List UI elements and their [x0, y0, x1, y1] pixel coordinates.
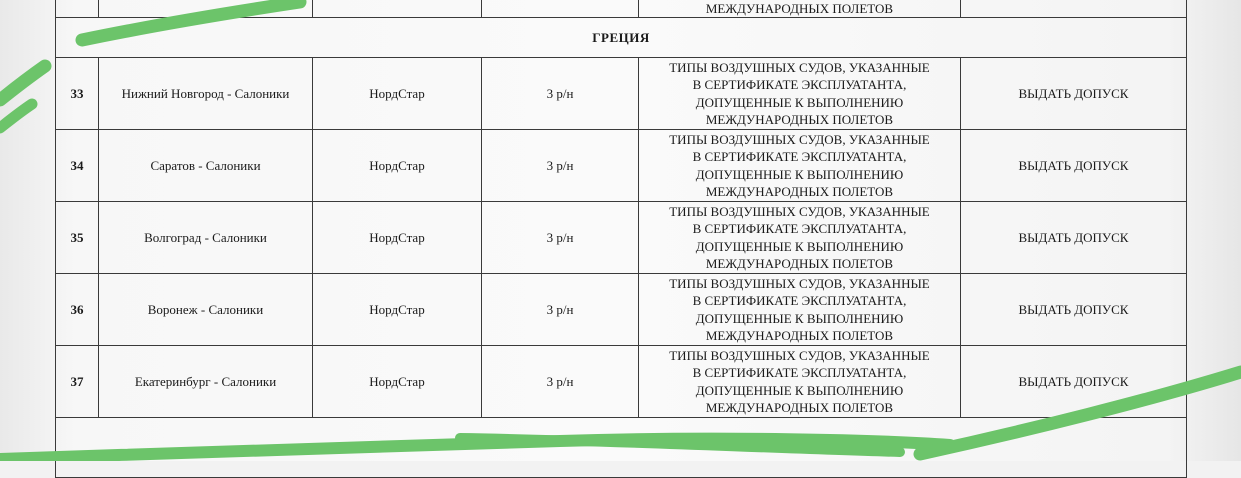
route-cell: Воронеж - Салоники	[99, 274, 313, 346]
frequency-cell: 3 р/н	[482, 58, 639, 130]
carrier-cell: НордСтар	[313, 58, 482, 130]
aircraft-types-cell	[639, 58, 961, 130]
route-cell: Нижний Новгород - Салоники	[99, 58, 313, 130]
empty-cell	[56, 418, 1187, 478]
row-number: 36	[56, 274, 99, 346]
row-number: 33	[56, 58, 99, 130]
table-row	[56, 58, 1187, 130]
aircraft-types-line: МЕЖДУНАРОДНЫХ ПОЛЕТОВ	[705, 400, 894, 415]
aircraft-types-line: МЕЖДУНАРОДНЫХ ПОЛЕТОВ	[705, 256, 894, 271]
carrier-cell: НордСтар	[313, 346, 482, 418]
aircraft-types-line: В СЕРТИФИКАТЕ ЭКСПЛУАТАНТА,	[692, 149, 907, 164]
aircraft-types-line: ТИПЫ ВОЗДУШНЫХ СУДОВ, УКАЗАННЫЕ	[669, 203, 930, 219]
table-row-empty-bottom	[56, 418, 1187, 478]
frequency-cell: 3 р/н	[482, 202, 639, 274]
aircraft-types-line: МЕЖДУНАРОДНЫХ ПОЛЕТОВ	[705, 184, 894, 199]
aircraft-types-cell	[639, 0, 961, 18]
route-cell	[99, 0, 313, 18]
aircraft-types-line: ТИПЫ ВОЗДУШНЫХ СУДОВ, УКАЗАННЫЕ	[669, 59, 930, 75]
table-row	[56, 346, 1187, 418]
carrier-cell: НордСтар	[313, 130, 482, 202]
aircraft-types-line: ДОПУЩЕННЫЕ К ВЫПОЛНЕНИЮ	[695, 166, 904, 182]
aircraft-types-line: В СЕРТИФИКАТЕ ЭКСПЛУАТАНТА,	[692, 221, 907, 236]
row-number: 37	[56, 346, 99, 418]
section-title: ГРЕЦИЯ	[56, 18, 1187, 58]
row-number: 34	[56, 130, 99, 202]
aircraft-types-line: В СЕРТИФИКАТЕ ЭКСПЛУАТАНТА,	[692, 365, 907, 380]
decision-cell	[961, 0, 1187, 18]
aircraft-types-line: ДОПУЩЕННЫЕ К ВЫПОЛНЕНИЮ	[695, 94, 904, 110]
carrier-cell: НордСтар	[313, 274, 482, 346]
route-cell: Волгоград - Салоники	[99, 202, 313, 274]
table-row	[56, 130, 1187, 202]
highlighter-stroke-left	[0, 66, 45, 100]
aircraft-types-line: ТИПЫ ВОЗДУШНЫХ СУДОВ, УКАЗАННЫЕ	[669, 347, 930, 363]
flights-table	[55, 0, 1187, 478]
route-cell: Саратов - Салоники	[99, 130, 313, 202]
aircraft-types-line: ДОПУЩЕННЫЕ К ВЫПОЛНЕНИЮ	[695, 382, 904, 398]
carrier-cell: НордСтар	[313, 202, 482, 274]
table-row	[56, 202, 1187, 274]
highlighter-stroke-left-lower	[0, 104, 32, 128]
aircraft-types-line: МЕЖДУНАРОДНЫХ ПОЛЕТОВ	[705, 112, 894, 127]
row-number: 35	[56, 202, 99, 274]
num-cell	[56, 0, 99, 18]
decision-cell: ВЫДАТЬ ДОПУСК	[961, 58, 1187, 130]
aircraft-types-line: ДОПУЩЕННЫЕ К ВЫПОЛНЕНИЮ	[695, 310, 904, 326]
frequency-cell	[482, 0, 639, 18]
aircraft-types-line: В СЕРТИФИКАТЕ ЭКСПЛУАТАНТА,	[692, 77, 907, 92]
aircraft-types-cell	[639, 202, 961, 274]
decision-cell: ВЫДАТЬ ДОПУСК	[961, 130, 1187, 202]
decision-cell: ВЫДАТЬ ДОПУСК	[961, 346, 1187, 418]
aircraft-types-line: ДОПУЩЕННЫЕ К ВЫПОЛНЕНИЮ	[695, 238, 904, 254]
aircraft-types-line: ТИПЫ ВОЗДУШНЫХ СУДОВ, УКАЗАННЫЕ	[669, 131, 930, 147]
aircraft-types-line: ТИПЫ ВОЗДУШНЫХ СУДОВ, УКАЗАННЫЕ	[669, 275, 930, 291]
table-row-partial-top	[56, 0, 1187, 18]
aircraft-types-cell	[639, 274, 961, 346]
table-row	[56, 274, 1187, 346]
aircraft-types-line: МЕЖДУНАРОДНЫХ ПОЛЕТОВ	[705, 0, 894, 16]
aircraft-types-line: В СЕРТИФИКАТЕ ЭКСПЛУАТАНТА,	[692, 293, 907, 308]
aircraft-types-cell	[639, 130, 961, 202]
aircraft-types-cell	[639, 346, 961, 418]
carrier-cell	[313, 0, 482, 18]
decision-cell: ВЫДАТЬ ДОПУСК	[961, 202, 1187, 274]
decision-cell: ВЫДАТЬ ДОПУСК	[961, 274, 1187, 346]
aircraft-types-line: МЕЖДУНАРОДНЫХ ПОЛЕТОВ	[705, 328, 894, 343]
frequency-cell: 3 р/н	[482, 130, 639, 202]
frequency-cell: 3 р/н	[482, 274, 639, 346]
frequency-cell: 3 р/н	[482, 346, 639, 418]
route-cell: Екатеринбург - Салоники	[99, 346, 313, 418]
section-header-row	[56, 18, 1187, 58]
